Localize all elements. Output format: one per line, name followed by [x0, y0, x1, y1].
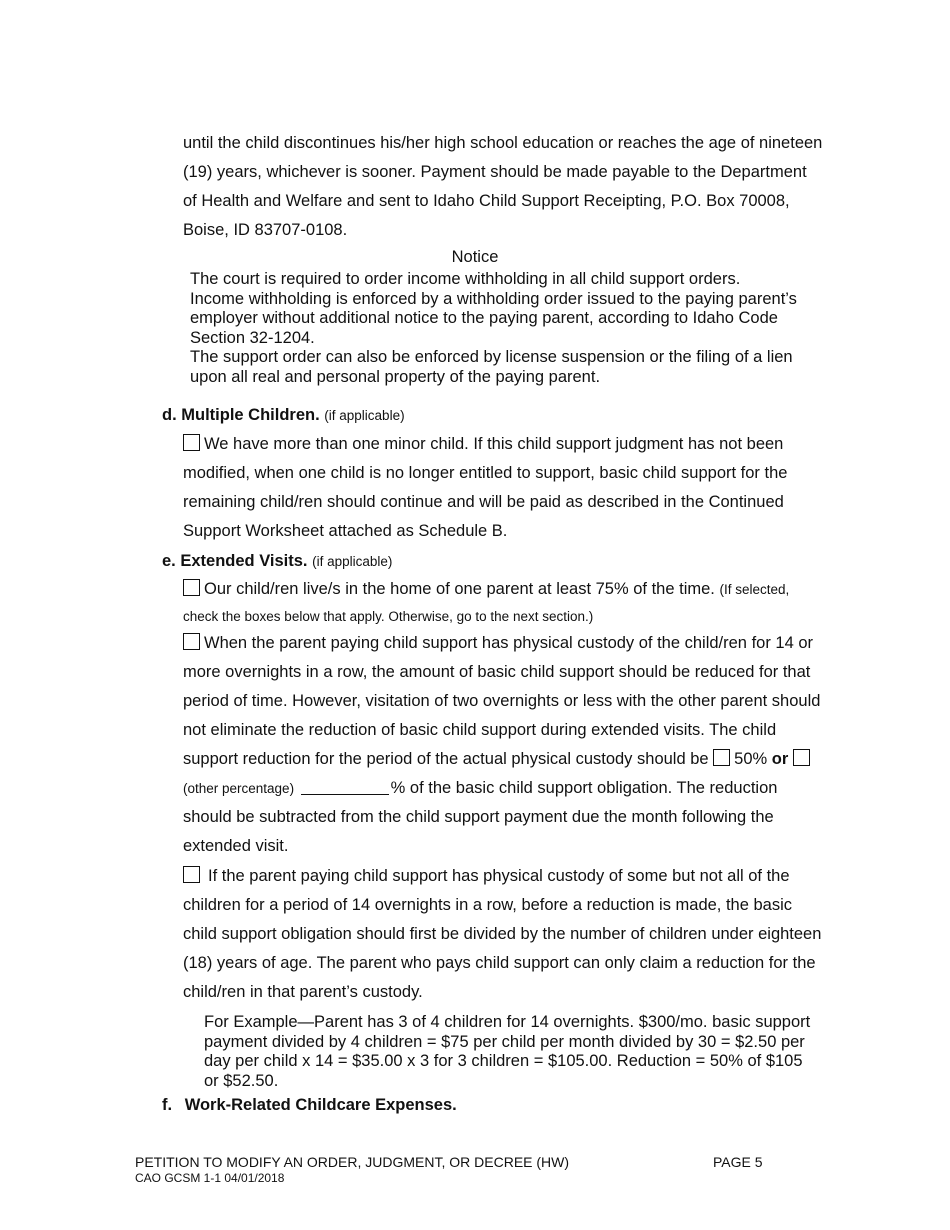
section-f-letter: f. — [162, 1096, 173, 1114]
section-e-title: Extended Visits. — [180, 552, 308, 570]
section-f-title: Work-Related Childcare Expenses. — [184, 1096, 457, 1114]
section-d-note: (if applicable) — [324, 408, 405, 423]
notice-line-1: The court is required to order income withholding in all child support orders. — [190, 270, 741, 288]
other-percentage-checkbox[interactable] — [793, 749, 810, 766]
overnights-14-text: When the parent paying child support has physical custody of the child/ren for 14 or more overnights in a row, the amount of basic child support should be reduced for that period of time. However, visitation of two overnights or less with the other parent should not eliminate the reduction of basic child support during extended visits. The child support reduction for the period of the actual physical custody should be — [183, 634, 821, 768]
multiple-children-text: We have more than one minor child. If this child support judgment has not been modified, when one child is no longer entitled to support, basic child support for the remaining child/ren should continue and will be paid as described in the Continued Support Worksheet attached as Schedule B. — [183, 435, 788, 540]
extended-visits-option-3 — [183, 862, 823, 1007]
live-75-percent-text: Our child/ren live/s in the home of one parent at least 75% of the time. — [204, 580, 715, 598]
extended-visits-option-1 — [183, 576, 823, 630]
live-75-percent-note: (If selected, check the boxes below that apply. Otherwise, go to the next section.) — [183, 582, 790, 624]
multiple-children-checkbox[interactable] — [183, 434, 200, 451]
section-e-note: (if applicable) — [312, 554, 393, 569]
fifty-percent-checkbox[interactable] — [713, 749, 730, 766]
overnights-14-checkbox[interactable] — [183, 633, 200, 650]
partial-custody-text: If the parent paying child support has physical custody of some but not all of the children for a period of 14 overnights in a row, before a reduction is made, the basic child support obligation should first be divided by the number of children under eighteen (18) years of age. The parent who pays child support can only claim a reduction for the child/ren in that parent’s custody. — [183, 867, 822, 1001]
section-d-heading — [162, 406, 405, 425]
continued-paragraph: until the child discontinues his/her high school education or reaches the age of nineteen (19) years, whichever is sooner. Payment should be made payable to the Department of Health and Welfare and sent to Idaho Child Support Receipting, P.O. Box 70008, Boise, ID 83707-0108. — [183, 134, 823, 239]
section-e-heading — [162, 552, 392, 571]
section-d-letter: d. — [162, 406, 177, 424]
other-percentage-field[interactable] — [301, 780, 389, 795]
footer-form-title: PETITION TO MODIFY AN ORDER, JUDGMENT, OR DECREE (HW) — [135, 1154, 570, 1170]
multiple-children-option — [183, 430, 823, 546]
notice-body — [190, 270, 830, 387]
or-label: or — [771, 750, 789, 768]
section-e-letter: e. — [162, 552, 176, 570]
footer-page-number: PAGE 5 — [713, 1154, 763, 1170]
notice-title: Notice — [451, 248, 499, 266]
overnights-14-text-end: % of the basic child support obligation. The reduction should be subtracted from the child support payment due the month following the extended visit. — [183, 779, 778, 855]
notice-line-3: The support order can also be enforced by license suspension or the filing of a lien upon all real and personal property of the paying parent. — [190, 348, 793, 386]
footer-form-info — [135, 1154, 569, 1186]
partial-custody-checkbox[interactable] — [183, 866, 200, 883]
section-f-heading — [162, 1096, 457, 1115]
live-75-percent-checkbox[interactable] — [183, 579, 200, 596]
notice-line-2: Income withholding is enforced by a withholding order issued to the paying parent’s employer without additional notice to the paying parent, according to Idaho Code Section 32-1204. — [190, 289, 797, 347]
reduction-example: For Example—Parent has 3 of 4 children for 14 overnights. $300/mo. basic support payment divided by 4 children = $75 per child per month divided by 30 = $2.50 per day per child x 14 = $35.00 x 3 for 3 children = $105.00. Reduction = 50% of $105 or $52.50. — [204, 1013, 811, 1090]
extended-visits-option-2 — [183, 629, 823, 861]
footer-form-code: CAO GCSM 1-1 04/01/2018 — [135, 1171, 285, 1185]
other-percentage-label: (other percentage) — [183, 781, 295, 796]
fifty-percent-label: 50% — [734, 750, 768, 768]
section-d-title: Multiple Children. — [181, 406, 320, 424]
